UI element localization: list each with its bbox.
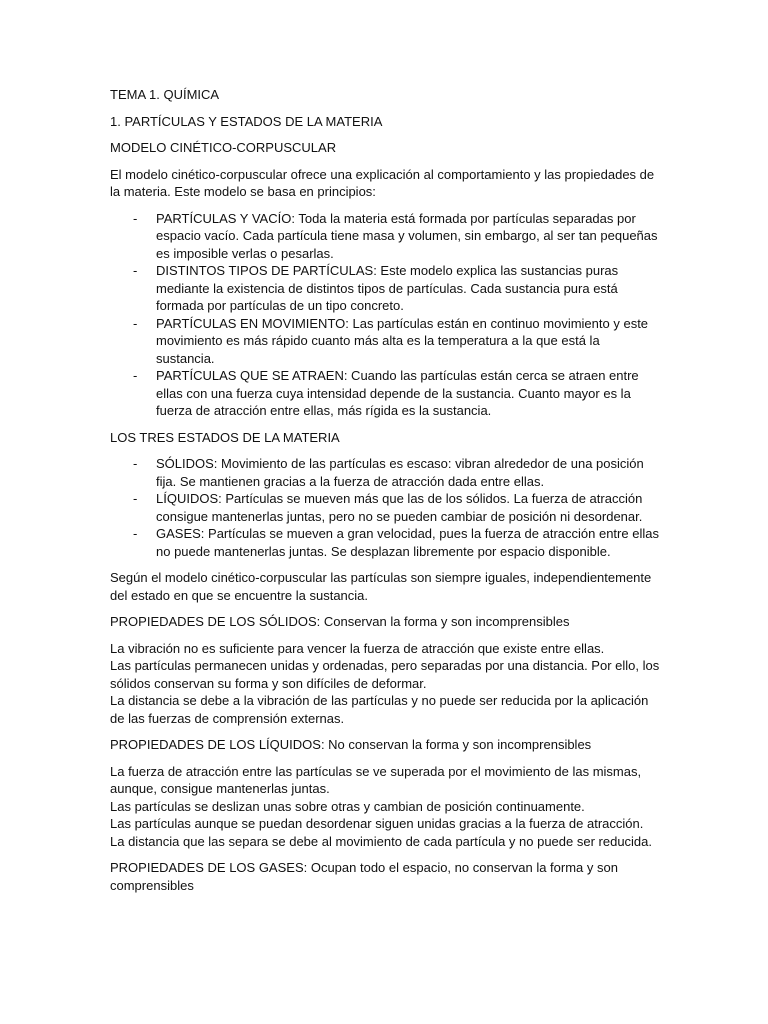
text-line: La distancia se debe a la vibración de las partículas y no puede ser reducida por la aplicación de las fuerzas de comprensión externas. xyxy=(110,693,649,726)
list-item-text: PARTÍCULAS EN MOVIMIENTO: Las partículas están en continuo movimiento y este movimiento es más rápido cuanto más alta es la temperatura a la que está la sustancia. xyxy=(156,315,649,366)
text-line: Las partículas permanecen unidas y ordenadas, pero separadas por una distancia. Por ello, los sólidos conservan su forma y son difíciles de deformar. xyxy=(110,658,660,691)
states-heading: LOS TRES ESTADOS DE LA MATERIA xyxy=(110,429,340,445)
list-item xyxy=(133,262,660,315)
principles-list xyxy=(110,210,660,420)
text-line: Las partículas aunque se puedan desordenar siguen unidas gracias a la fuerza de atracción. xyxy=(110,816,644,831)
document-title: TEMA 1. QUÍMICA xyxy=(110,87,220,102)
list-item xyxy=(133,367,660,420)
liquids-heading: PROPIEDADES DE LOS LÍQUIDOS: No conservan la forma y son incomprensibles xyxy=(110,737,592,752)
model-heading: MODELO CINÉTICO-CORPUSCULAR xyxy=(110,140,337,155)
list-item-text: SÓLIDOS: Movimiento de las partículas es escaso: vibran alrededor de una posición fija. Se mantienen gracias a la fuerza de atracción dada entre ellas. xyxy=(156,456,644,489)
bullet-dash: - xyxy=(133,368,138,383)
list-item xyxy=(133,490,660,525)
bullet-dash: - xyxy=(133,210,138,226)
text-line: Las partículas se deslizan unas sobre otras y cambian de posición continuamente. xyxy=(110,798,585,814)
list-item-text: DISTINTOS TIPOS DE PARTÍCULAS: Este modelo explica las sustancias puras mediante la existencia de distintos tipos de partículas. Cada sustancia pura está formada por partículas de un tipo concreto. xyxy=(156,263,619,313)
bullet-dash: - xyxy=(133,315,138,331)
text-line: La vibración no es suficiente para vencer la fuerza de atracción que existe entre ellas. xyxy=(110,640,605,656)
list-item-text: PARTÍCULAS QUE SE ATRAEN: Cuando las partículas están cerca se atraen entre ellas con una fuerza cuya intensidad depende de la sustancia. Cuanto mayor es la fuerza de atracción entre ellas, más rígida es la sustancia. xyxy=(156,368,639,418)
list-item xyxy=(133,315,660,368)
text-line: La fuerza de atracción entre las partículas se ve superada por el movimiento de las mismas, aunque, consigue mantenerlas juntas. xyxy=(110,763,642,796)
bullet-dash: - xyxy=(133,263,138,278)
solids-heading: PROPIEDADES DE LOS SÓLIDOS: Conservan la forma y son incomprensibles xyxy=(110,614,570,629)
text-line: La distancia que las separa se debe al movimiento de cada partícula y no puede ser reducida. xyxy=(110,833,653,849)
intro-paragraph: El modelo cinético-corpuscular ofrece una explicación al comportamiento y las propiedades de la materia. Este modelo se basa en principios: xyxy=(110,166,655,199)
solids-paragraph xyxy=(110,640,660,728)
liquids-paragraph xyxy=(110,763,660,851)
bullet-dash: - xyxy=(133,491,138,506)
bullet-dash: - xyxy=(133,456,138,471)
list-item xyxy=(133,525,660,560)
bullet-dash: - xyxy=(133,526,138,541)
list-item xyxy=(133,210,660,263)
list-item-text: LÍQUIDOS: Partículas se mueven más que las de los sólidos. La fuerza de atracción consigue mantenerlas juntas, pero no se pueden cambiar de posición ni desordenar. xyxy=(156,491,643,524)
list-item-text: PARTÍCULAS Y VACÍO: Toda la materia está formada por partículas separadas por espacio vacío. Cada partícula tiene masa y volumen, sin embargo, al ser tan pequeñas es imposible verlas o pesarlas. xyxy=(156,210,658,261)
section-heading: 1. PARTÍCULAS Y ESTADOS DE LA MATERIA xyxy=(110,113,383,129)
list-item-text: GASES: Partículas se mueven a gran velocidad, pues la fuerza de atracción entre ellas no puede mantenerlas juntas. Se desplazan libremente por espacio disponible. xyxy=(156,526,659,559)
gases-heading: PROPIEDADES DE LOS GASES: Ocupan todo el espacio, no conservan la forma y son comprensibles xyxy=(110,860,618,893)
states-summary: Según el modelo cinético-corpuscular las partículas son siempre iguales, independientemente del estado en que se encuentre la sustancia. xyxy=(110,570,652,603)
states-list xyxy=(110,455,660,560)
list-item xyxy=(133,455,660,490)
